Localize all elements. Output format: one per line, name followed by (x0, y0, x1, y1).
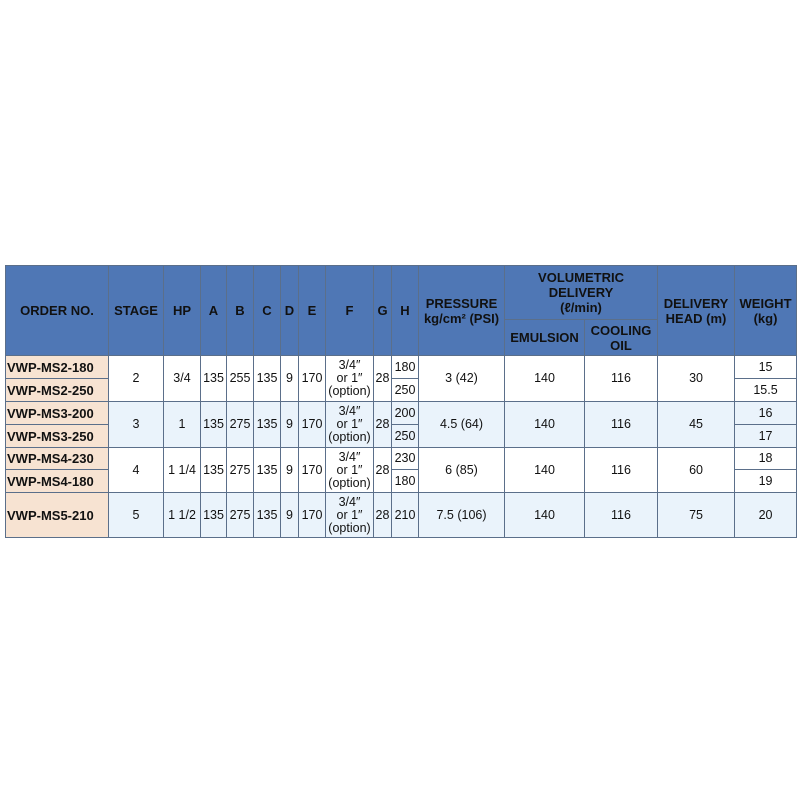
f-cell (326, 448, 374, 493)
f-cell-f-line2: or 1″ (336, 507, 363, 522)
stage-cell: 4 (109, 448, 164, 493)
weight-cell: 20 (735, 493, 797, 538)
delivery-head-cell: 45 (658, 402, 735, 448)
a-cell: 135 (201, 493, 227, 538)
spec-table-body (6, 356, 797, 538)
pressure-cell: 3 (42) (419, 356, 505, 402)
header-cooling-oil: COOLING OIL (585, 320, 658, 356)
f-cell-f-line3: (option) (328, 430, 371, 444)
header-pressure-line1: PRESSURE (425, 295, 498, 311)
header-volumetric-delivery (505, 266, 658, 320)
d-cell: 9 (281, 448, 299, 493)
stage-cell: 2 (109, 356, 164, 402)
table-row (6, 402, 797, 425)
hp-cell: 3/4 (164, 356, 201, 402)
h-cell: 250 (392, 379, 419, 402)
d-cell: 9 (281, 402, 299, 448)
b-cell: 255 (227, 356, 254, 402)
b-cell: 275 (227, 402, 254, 448)
h-cell: 180 (392, 356, 419, 379)
order-no-cell: VWP-MS2-250 (6, 379, 109, 402)
f-cell-f-line1: 3/4″ (338, 449, 361, 464)
h-cell: 180 (392, 470, 419, 493)
order-no-cell: VWP-MS3-200 (6, 402, 109, 425)
cooling-oil-cell: 116 (585, 493, 658, 538)
order-no-cell: VWP-MS5-210 (6, 493, 109, 538)
header-emulsion: EMULSION (505, 320, 585, 356)
a-cell: 135 (201, 356, 227, 402)
h-cell: 210 (392, 493, 419, 538)
e-cell: 170 (299, 402, 326, 448)
pressure-cell: 4.5 (64) (419, 402, 505, 448)
emulsion-cell: 140 (505, 356, 585, 402)
order-no-cell: VWP-MS3-250 (6, 425, 109, 448)
emulsion-cell: 140 (505, 448, 585, 493)
header-volumetric-line2: DELIVERY (548, 285, 614, 300)
header-weight-line1: WEIGHT (739, 295, 792, 311)
g-cell: 28 (374, 493, 392, 538)
b-cell: 275 (227, 448, 254, 493)
e-cell: 170 (299, 493, 326, 538)
emulsion-cell: 140 (505, 402, 585, 448)
h-cell: 250 (392, 425, 419, 448)
delivery-head-cell: 60 (658, 448, 735, 493)
header-weight-line2: (kg) (753, 310, 778, 326)
cooling-oil-cell: 116 (585, 448, 658, 493)
header-order-no: ORDER NO. (6, 266, 109, 356)
g-cell: 28 (374, 448, 392, 493)
order-no-cell: VWP-MS4-230 (6, 448, 109, 470)
pressure-cell: 7.5 (106) (419, 493, 505, 538)
f-cell-f-line3: (option) (328, 384, 371, 398)
f-cell-f-line2: or 1″ (336, 371, 363, 385)
f-cell (326, 493, 374, 538)
hp-cell: 1 (164, 402, 201, 448)
header-pressure (419, 266, 505, 356)
header-d: D (281, 266, 299, 356)
g-cell: 28 (374, 402, 392, 448)
c-cell: 135 (254, 448, 281, 493)
c-cell: 135 (254, 493, 281, 538)
f-cell (326, 356, 374, 402)
d-cell: 9 (281, 356, 299, 402)
table-row (6, 493, 797, 538)
hp-cell: 1 1/4 (164, 448, 201, 493)
header-e: E (299, 266, 326, 356)
pressure-cell: 6 (85) (419, 448, 505, 493)
header-stage: STAGE (109, 266, 164, 356)
c-cell: 135 (254, 402, 281, 448)
header-delivery-head: DELIVERY HEAD (m) (658, 266, 735, 356)
weight-cell: 15 (735, 356, 797, 379)
header-hp: HP (164, 266, 201, 356)
delivery-head-cell: 30 (658, 356, 735, 402)
a-cell: 135 (201, 448, 227, 493)
hp-cell: 1 1/2 (164, 493, 201, 538)
b-cell: 275 (227, 493, 254, 538)
e-cell: 170 (299, 448, 326, 493)
header-volumetric-line3: (ℓ/min) (560, 300, 602, 315)
weight-cell: 18 (735, 448, 797, 470)
delivery-head-cell: 75 (658, 493, 735, 538)
f-cell-f-line1: 3/4″ (338, 358, 361, 372)
header-b: B (227, 266, 254, 356)
order-no-cell: VWP-MS4-180 (6, 470, 109, 493)
emulsion-cell: 140 (505, 493, 585, 538)
weight-cell: 15.5 (735, 379, 797, 402)
pump-spec-table (5, 265, 797, 538)
header-g: G (374, 266, 392, 356)
header-f: F (326, 266, 374, 356)
g-cell: 28 (374, 356, 392, 402)
d-cell: 9 (281, 493, 299, 538)
f-cell-f-line1: 3/4″ (338, 404, 361, 418)
header-h: H (392, 266, 419, 356)
h-cell: 230 (392, 448, 419, 470)
weight-cell: 16 (735, 402, 797, 425)
table-row (6, 356, 797, 379)
cooling-oil-cell: 116 (585, 356, 658, 402)
f-cell-f-line3: (option) (328, 475, 371, 490)
f-cell (326, 402, 374, 448)
cooling-oil-cell: 116 (585, 402, 658, 448)
e-cell: 170 (299, 356, 326, 402)
stage-cell: 3 (109, 402, 164, 448)
c-cell: 135 (254, 356, 281, 402)
table-row (6, 448, 797, 470)
header-volumetric-line1: VOLUMETRIC (538, 270, 624, 285)
f-cell-f-line2: or 1″ (336, 462, 363, 477)
a-cell: 135 (201, 402, 227, 448)
order-no-cell: VWP-MS2-180 (6, 356, 109, 379)
weight-cell: 19 (735, 470, 797, 493)
weight-cell: 17 (735, 425, 797, 448)
header-a: A (201, 266, 227, 356)
h-cell: 200 (392, 402, 419, 425)
f-cell-f-line1: 3/4″ (338, 494, 361, 509)
header-pressure-line2: kg/cm² (PSI) (423, 310, 500, 326)
header-weight (735, 266, 797, 356)
f-cell-f-line2: or 1″ (336, 417, 363, 431)
f-cell-f-line3: (option) (328, 520, 371, 535)
header-c: C (254, 266, 281, 356)
stage-cell: 5 (109, 493, 164, 538)
